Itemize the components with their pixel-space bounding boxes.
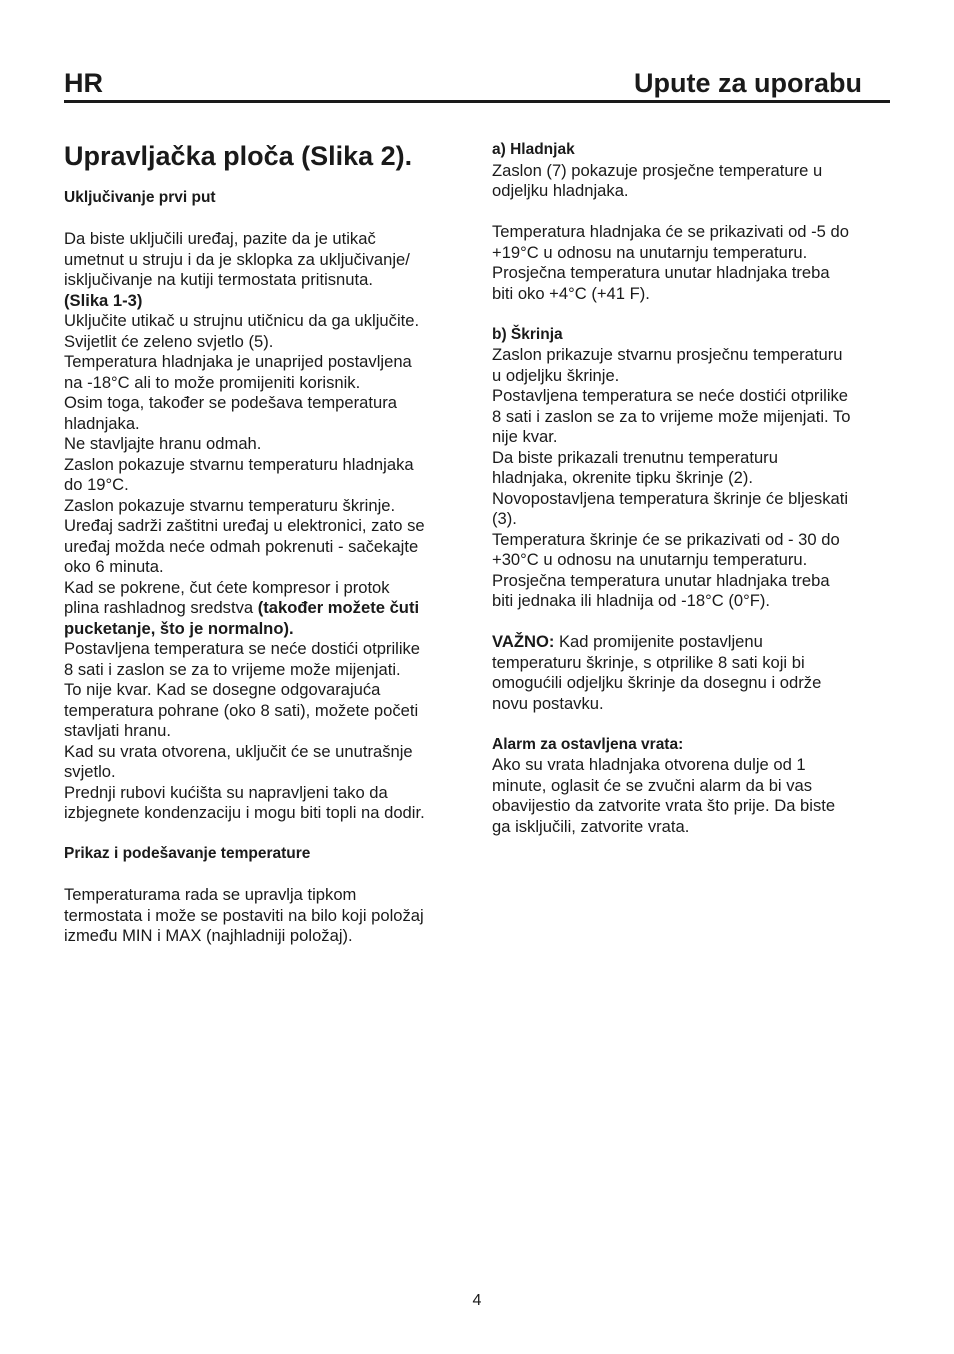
paragraph-thermostat xyxy=(64,885,464,947)
text-line: obavijestio da zatvorite vrata što prije. Da biste xyxy=(492,796,836,815)
text-line: Zaslon pokazuje stvarnu temperaturu hladnjaka xyxy=(64,454,414,474)
text-line: +30°C u odnosu na unutarnju temperaturu. xyxy=(492,550,808,569)
text-line: Kad se pokrene, čut ćete kompresor i protok xyxy=(64,577,390,597)
text-line: novu postavku. xyxy=(492,693,604,713)
mixed-plain-text: plina rashladnog sredstva xyxy=(64,598,258,617)
text-line: biti oko +4°C (+41 F). xyxy=(492,283,650,303)
text-line: izbjegnete kondenzaciju i mogu biti topli na dodir. xyxy=(64,803,425,822)
text-line: temperatura pohrane (oko 8 sati), možete početi xyxy=(64,700,419,720)
text-line: Zaslon (7) pokazuje prosječne temperature u xyxy=(492,160,823,180)
text-line: temperaturu škrinje, s otprilike 8 sati koji bi xyxy=(492,652,805,672)
text-line: 8 sati i zaslon se za to vrijeme može mijenjati. xyxy=(64,659,401,679)
text-line: stavljati hranu. xyxy=(64,721,171,740)
text-line: Ne stavljajte hranu odmah. xyxy=(64,434,262,453)
text-line: Uključite utikač u strujnu utičnicu da ga uključite. xyxy=(64,311,420,330)
text-line: Temperatura hladnjaka će se prikazivati od -5 do xyxy=(492,222,849,241)
paragraph-freezer xyxy=(492,345,892,612)
manual-title: Upute za uporabu xyxy=(634,68,862,98)
text-line: Svijetlit će zeleno svjetlo (5). xyxy=(64,331,274,351)
text-line: ga isključili, zatvorite vrata. xyxy=(492,816,690,836)
bold-note-line: pucketanje, što je normalno). xyxy=(64,618,294,638)
text-line: nije kvar. xyxy=(492,427,558,446)
text-line: Osim toga, također se podešava temperatura xyxy=(64,393,397,412)
text-line: minute, oglasit će se zvučni alarm da bi vas xyxy=(492,775,813,795)
important-label: VAŽNO: xyxy=(492,632,555,651)
text-line: hladnjaka, okrenite tipku škrinje (2). xyxy=(492,468,754,487)
important-text: Kad promijenite postavljenu xyxy=(554,632,763,651)
text-line: omogućili odjeljku škrinje da dosegnu i održe xyxy=(492,673,822,692)
section-title-door-alarm: Alarm za ostavljena vrata: xyxy=(492,735,684,753)
page-number: 4 xyxy=(472,1292,482,1309)
text-line: Uređaj sadrži zaštitni uređaj u elektronici, zato se xyxy=(64,516,425,535)
text-line: između MIN i MAX (najhladniji položaj). xyxy=(64,926,353,945)
text-line: Temperaturama rada se upravlja tipkom xyxy=(64,885,357,904)
figure-reference: (Slika 1-3) xyxy=(64,290,143,310)
section-title-fridge: a) Hladnjak xyxy=(492,141,575,158)
text-line: Prosječna temperatura unutar hladnjaka treba xyxy=(492,263,830,282)
text-line: Postavljena temperatura se neće dostići otprilike xyxy=(492,386,849,405)
text-line: termostata i može se postaviti na bilo koji položaj xyxy=(64,905,424,925)
text-line: svjetlo. xyxy=(64,762,116,781)
page-title: Upravljačka ploča (Slika 2). xyxy=(64,141,413,171)
paragraph-first-use xyxy=(64,229,464,291)
text-line: Postavljena temperatura se neće dostići otprilike xyxy=(64,639,421,658)
text-line: To nije kvar. Kad se dosegne odgovarajuća xyxy=(64,680,381,699)
text-line: Temperatura škrinje će se prikazivati od - 30 do xyxy=(492,529,840,549)
paragraph-fridge-display xyxy=(492,161,892,202)
section-title-temperature: Prikaz i podešavanje temperature xyxy=(64,845,311,862)
mixed-bold-text: (također možete čuti xyxy=(257,598,420,617)
important-note-first-line xyxy=(492,632,892,653)
text-line: oko 6 minuta. xyxy=(64,557,164,576)
text-line: u odjeljku škrinje. xyxy=(492,365,620,385)
paragraph-operation xyxy=(64,311,464,598)
text-line: Novopostavljena temperatura škrinje će bljeskati xyxy=(492,488,849,508)
text-line: Prednji rubovi kućišta su napravljeni tako da xyxy=(64,782,388,802)
text-line: Da biste prikazali trenutnu temperaturu xyxy=(492,447,778,467)
left-column xyxy=(64,138,464,947)
text-line: Ako su vrata hladnjaka otvorena dulje od 1 xyxy=(492,755,806,774)
text-line: Zaslon prikazuje stvarnu prosječnu temperaturu xyxy=(492,345,843,364)
text-line: odjeljku hladnjaka. xyxy=(492,181,629,200)
text-line: do 19°C. xyxy=(64,475,129,494)
text-line: Da biste uključili uređaj, pazite da je utikač xyxy=(64,229,376,248)
paragraph-mixed-line xyxy=(64,598,464,619)
section-title-first-use: Uključivanje prvi put xyxy=(64,189,216,206)
paragraph-important xyxy=(492,653,892,715)
text-line: Kad su vrata otvorena, uključit će se unutrašnje xyxy=(64,741,413,761)
text-line: hladnjaka. xyxy=(64,413,140,433)
text-line: 8 sati i zaslon se za to vrijeme može mijenjati. To xyxy=(492,406,851,426)
text-line: biti jednaka ili hladnija od -18°C (0°F). xyxy=(492,591,770,610)
text-line: (3). xyxy=(492,509,517,528)
text-line: na -18°C ali to može promijeniti korisnik. xyxy=(64,372,361,392)
language-code: HR xyxy=(64,68,103,98)
text-line: Prosječna temperatura unutar hladnjaka treba xyxy=(492,570,830,590)
text-line: Temperatura hladnjaka je unaprijed postavljena xyxy=(64,352,412,371)
section-title-freezer: b) Škrinja xyxy=(492,325,563,343)
page-header xyxy=(64,66,890,103)
paragraph-door-alarm xyxy=(492,755,892,837)
text-line: isključivanje na kutiji termostata pritisnuta. xyxy=(64,270,373,289)
text-line: umetnut u struju i da je sklopka za uključivanje/ xyxy=(64,249,410,269)
text-line: Zaslon pokazuje stvarnu temperaturu škrinje. xyxy=(64,495,396,515)
paragraph-settling xyxy=(64,639,464,824)
text-line: uređaj možda neće odmah pokrenuti - sačekajte xyxy=(64,536,419,556)
text-line: +19°C u odnosu na unutarnju temperaturu. xyxy=(492,242,808,262)
paragraph-fridge-range xyxy=(492,222,892,304)
right-column xyxy=(492,140,892,837)
